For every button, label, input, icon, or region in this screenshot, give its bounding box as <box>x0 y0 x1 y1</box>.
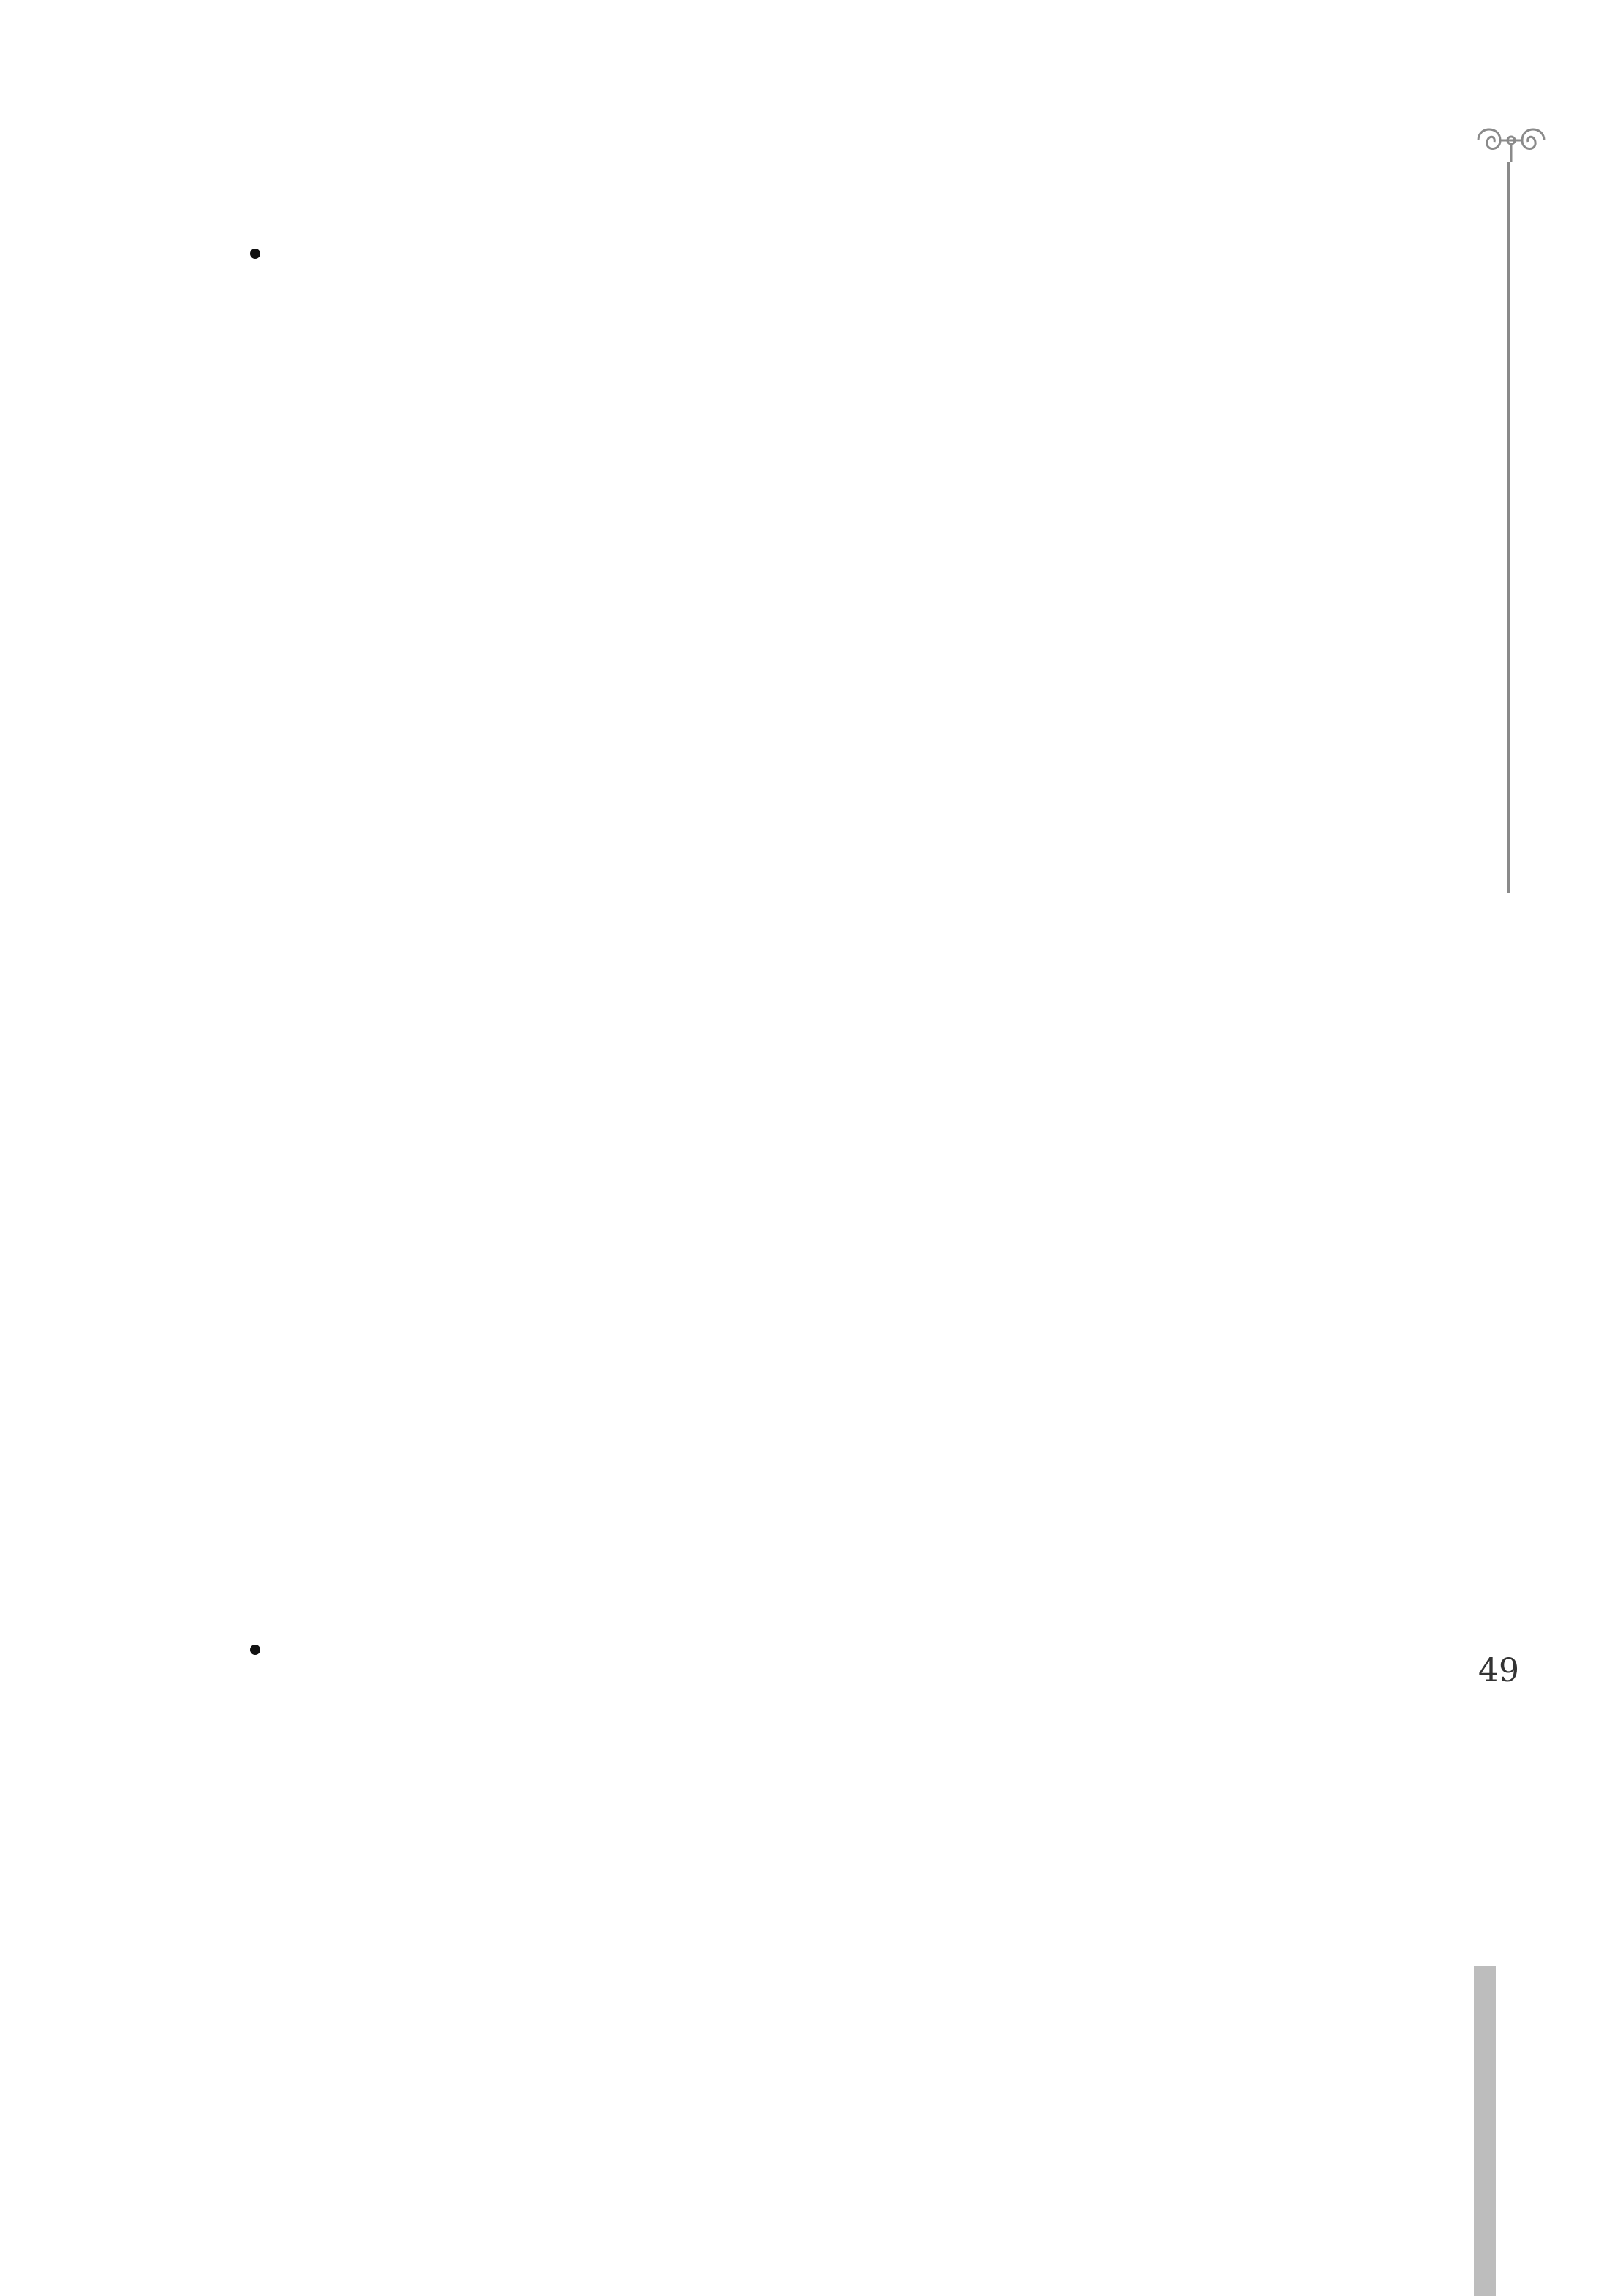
scroll-ornament-icon <box>1471 118 1551 162</box>
running-title <box>1491 263 1526 1228</box>
text-column <box>1082 241 1123 1740</box>
section-heading <box>234 241 278 1630</box>
page-number: 49 <box>1478 1652 1519 1689</box>
text-column <box>1236 241 1276 1411</box>
text-column <box>1133 241 1174 1740</box>
text-column <box>980 241 1021 1740</box>
text-column <box>1031 241 1072 1740</box>
text-column <box>724 241 765 1740</box>
text-column <box>877 241 918 1740</box>
text-column <box>673 241 714 1740</box>
heading-bullet-icon <box>250 1645 260 1655</box>
text-column <box>826 241 867 1740</box>
text-column <box>1184 241 1225 1740</box>
text-column <box>928 241 969 1740</box>
page-edge-bar <box>1474 1966 1496 2296</box>
text-column <box>775 241 816 1740</box>
